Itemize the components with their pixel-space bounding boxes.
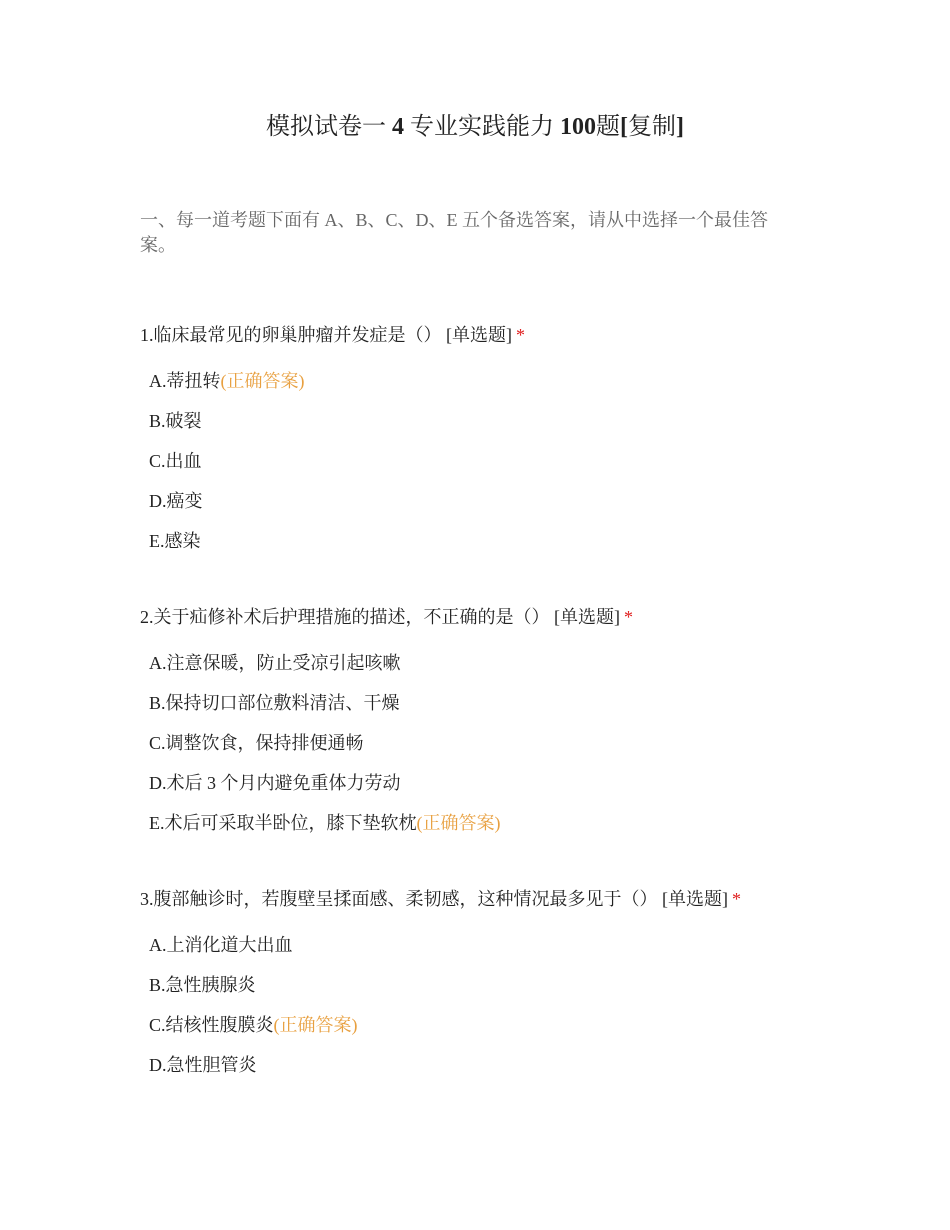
question-3 [140, 886, 840, 1092]
option-text: D.术后 3 个月内避免重体力劳动 [149, 773, 401, 793]
option-list [140, 650, 840, 850]
option-a [140, 932, 840, 972]
option-d [140, 770, 840, 810]
option-e [140, 810, 840, 850]
option-text: A.上消化道大出血 [149, 935, 293, 955]
option-text: B.保持切口部位敷料清洁、干燥 [149, 693, 400, 713]
option-b [140, 408, 840, 448]
question-stem [140, 604, 840, 630]
option-c [140, 1012, 840, 1052]
required-mark: * [732, 889, 741, 909]
option-b [140, 972, 840, 1012]
option-text: E.术后可采取半卧位，膝下垫软枕 [149, 813, 417, 833]
required-mark: * [516, 325, 525, 345]
title-prefix: 模拟试卷一 [266, 114, 392, 140]
correct-answer-label: (正确答案) [220, 371, 305, 391]
title-suffix: 题 [596, 114, 620, 140]
option-c [140, 448, 840, 488]
option-text: A.注意保暖，防止受凉引起咳嗽 [149, 653, 401, 673]
correct-answer-label: (正确答案) [273, 1015, 358, 1035]
option-c [140, 730, 840, 770]
question-stem-text: 2.关于疝修补术后护理措施的描述，不正确的是（） [单选题] [140, 607, 620, 627]
option-text: D.急性胆管炎 [149, 1055, 257, 1075]
correct-answer-label: (正确答案) [416, 813, 501, 833]
title-number-100: 100 [560, 114, 596, 140]
option-text: B.破裂 [149, 411, 202, 431]
option-a [140, 650, 840, 690]
page-title [0, 110, 950, 144]
question-stem [140, 886, 840, 912]
option-text: C.出血 [149, 451, 202, 471]
option-text: E.感染 [149, 531, 201, 551]
required-mark: * [624, 607, 633, 627]
question-1 [140, 322, 840, 568]
title-number-4: 4 [392, 114, 404, 140]
option-b [140, 690, 840, 730]
option-text: A.蒂扭转 [149, 371, 221, 391]
title-bracket-close: ] [676, 114, 684, 140]
option-a [140, 368, 840, 408]
option-text: B.急性胰腺炎 [149, 975, 256, 995]
option-list [140, 932, 840, 1092]
option-text: C.调整饮食，保持排便通畅 [149, 733, 364, 753]
option-e [140, 528, 840, 568]
question-stem-text: 3.腹部触诊时，若腹壁呈揉面感、柔韧感，这种情况最多见于（） [单选题] [140, 889, 728, 909]
title-middle: 专业实践能力 [410, 114, 554, 140]
option-d [140, 1052, 840, 1092]
option-text: D.癌变 [149, 491, 203, 511]
option-list [140, 368, 840, 568]
question-stem-text: 1.临床最常见的卵巢肿瘤并发症是（） [单选题] [140, 325, 512, 345]
title-copy-label: 复制 [628, 114, 676, 140]
title-bracket-open: [ [620, 114, 628, 140]
question-stem [140, 322, 840, 348]
option-text: C.结核性腹膜炎 [149, 1015, 274, 1035]
option-d [140, 488, 840, 528]
section-instruction: 一、每一道考题下面有 A、B、C、D、E 五个备选答案，请从中选择一个最佳答案。 [140, 210, 769, 255]
question-2 [140, 604, 840, 850]
